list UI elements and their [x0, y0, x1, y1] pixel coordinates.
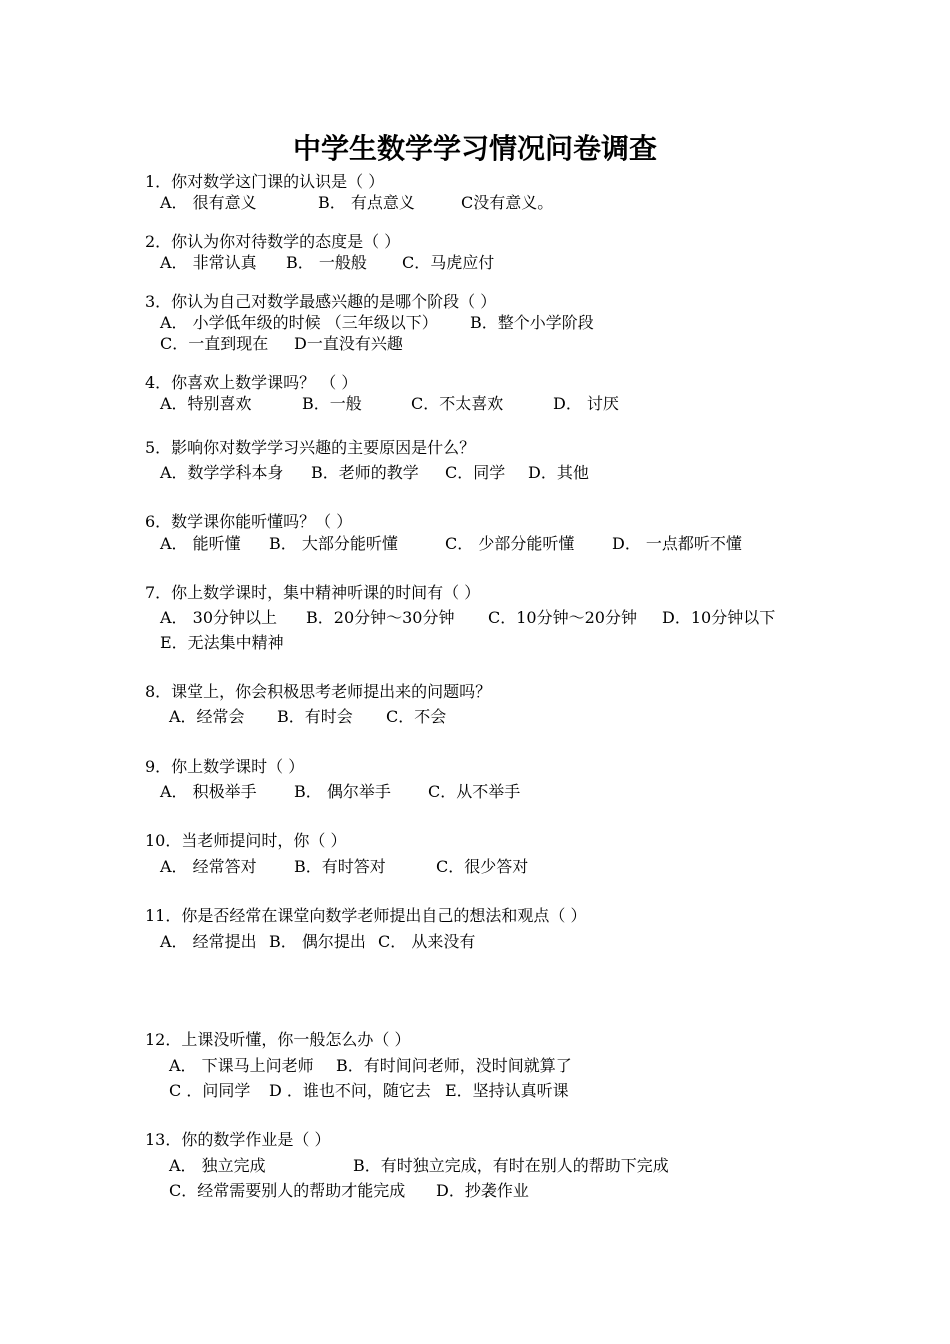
option-7a: A． 30分钟以上 — [160, 608, 278, 627]
option-8a: A．经常会 — [169, 707, 245, 726]
option-2c: C．马虎应付 — [402, 253, 495, 272]
option-5a: A．数学学科本身 — [160, 463, 284, 482]
option-1c: C没有意义。 — [461, 193, 554, 212]
option-9c: C．从不举手 — [428, 782, 521, 801]
option-13d: D．抄袭作业 — [436, 1181, 529, 1200]
option-10c: C．很少答对 — [436, 857, 529, 876]
option-12d: D ．谁也不问，随它去 — [269, 1081, 431, 1100]
option-6d: D． 一点都听不懂 — [612, 534, 742, 553]
option-3c: C．一直到现在 — [160, 334, 269, 353]
option-12a: A． 下课马上问老师 — [169, 1056, 314, 1075]
option-7c: C．10分钟～20分钟 — [488, 608, 637, 627]
option-12b: B．有时间问老师，没时间就算了 — [336, 1056, 572, 1075]
question-6: 6．数学课你能听懂吗？（ ） — [145, 512, 353, 531]
question-4: 4．你喜欢上数学课吗？ （ ） — [145, 373, 358, 392]
option-11a: A． 经常提出 — [160, 932, 257, 951]
option-1b: B． 有点意义 — [318, 193, 415, 212]
option-6a: A． 能听懂 — [160, 534, 241, 553]
option-7d: D．10分钟以下 — [662, 608, 776, 627]
question-11: 11．你是否经常在课堂向数学老师提出自己的想法和观点（ ） — [145, 906, 587, 925]
option-7e: E．无法集中精神 — [160, 633, 284, 652]
option-3b: B．整个小学阶段 — [470, 313, 594, 332]
question-8: 8．课堂上，你会积极思考老师提出来的问题吗？ — [145, 682, 492, 701]
option-2b: B． 一般般 — [286, 253, 367, 272]
page-title: 中学生数学学习情况问卷调查 — [292, 132, 657, 165]
question-10: 10．当老师提问时，你（ ） — [145, 831, 347, 850]
option-9b: B． 偶尔举手 — [294, 782, 391, 801]
option-12e: E．坚持认真听课 — [445, 1081, 569, 1100]
option-6b: B． 大部分能听懂 — [269, 534, 398, 553]
option-6c: C． 少部分能听懂 — [445, 534, 575, 553]
option-12c: C ．问同学 — [169, 1081, 251, 1100]
question-9: 9．你上数学课时（ ） — [145, 757, 305, 776]
question-1: 1．你对数学这门课的认识是（ ） — [145, 172, 385, 191]
question-3: 3．你认为自己对数学最感兴趣的是哪个阶段（ ） — [145, 292, 497, 311]
option-3d: D一直没有兴趣 — [294, 334, 403, 353]
question-12: 12．上课没听懂，你一般怎么办（ ） — [145, 1030, 411, 1049]
question-13: 13．你的数学作业是（ ） — [145, 1130, 331, 1149]
option-7b: B．20分钟～30分钟 — [306, 608, 455, 627]
question-7: 7．你上数学课时，集中精神听课的时间有（ ） — [145, 583, 481, 602]
option-8b: B．有时会 — [277, 707, 353, 726]
option-5b: B．老师的教学 — [311, 463, 419, 482]
option-13a: A． 独立完成 — [169, 1156, 266, 1175]
option-4b: B．一般 — [302, 394, 362, 413]
option-4c: C．不太喜欢 — [411, 394, 504, 413]
option-4d: D． 讨厌 — [553, 394, 619, 413]
option-3a: A． 小学低年级的时候 （三年级以下） — [160, 313, 438, 332]
option-5c: C．同学 — [445, 463, 506, 482]
option-13c: C．经常需要别人的帮助才能完成 — [169, 1181, 406, 1200]
option-10b: B．有时答对 — [294, 857, 386, 876]
question-5: 5．影响你对数学学习兴趣的主要原因是什么？ — [145, 438, 476, 457]
question-2: 2．你认为你对待数学的态度是（ ） — [145, 232, 401, 251]
option-4a: A．特别喜欢 — [160, 394, 252, 413]
option-10a: A． 经常答对 — [160, 857, 257, 876]
option-13b: B．有时独立完成，有时在别人的帮助下完成 — [353, 1156, 669, 1175]
option-5d: D．其他 — [528, 463, 589, 482]
option-1a: A． 很有意义 — [160, 193, 257, 212]
option-9a: A． 积极举手 — [160, 782, 257, 801]
option-8c: C．不会 — [386, 707, 447, 726]
option-11c: C． 从来没有 — [378, 932, 476, 951]
option-2a: A． 非常认真 — [160, 253, 257, 272]
option-11b: B． 偶尔提出 — [269, 932, 366, 951]
